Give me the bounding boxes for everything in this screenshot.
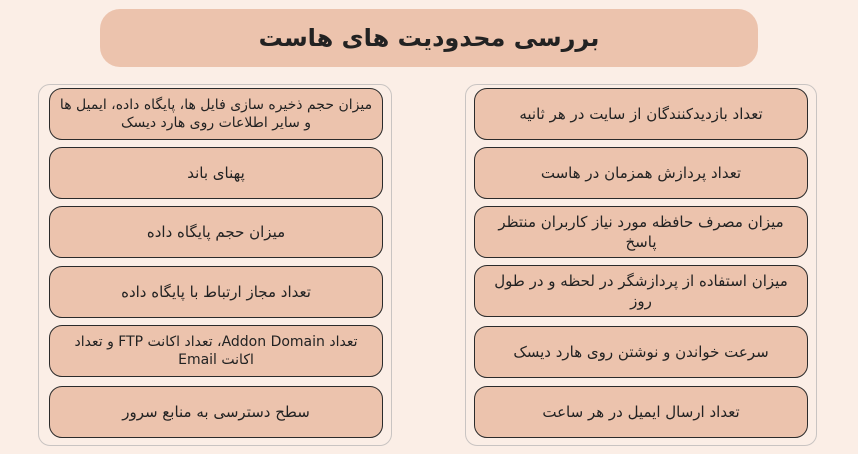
diagram-title: بررسی محدودیت های هاست [100,9,758,67]
left-item-database-connections: تعداد مجاز ارتباط با پایگاه داده [49,266,383,318]
right-item-concurrent-processes: تعداد پردازش همزمان در هاست [474,147,808,199]
left-panel [38,84,392,446]
left-item-storage: میزان حجم ذخیره سازی فایل ها، پایگاه داده، ایمیل ها و سایر اطلاعات روی هارد دیسک [49,88,383,140]
right-item-visitors-per-second: تعداد بازدیدکنندگان از سایت در هر ثانیه [474,88,808,140]
right-item-disk-speed: سرعت خواندن و نوشتن روی هارد دیسک [474,326,808,378]
left-item-domain-ftp-email-accounts: تعداد Addon Domain، تعداد اکانت FTP و تعداد اکانت Email [49,325,383,377]
left-item-server-access-level: سطح دسترسی به منابع سرور [49,386,383,438]
right-item-cpu-usage: میزان استفاده از پردازشگر در لحظه و در طول روز [474,265,808,317]
right-item-emails-per-hour: تعداد ارسال ایمیل در هر ساعت [474,386,808,438]
right-item-memory-usage: میزان مصرف حافظه مورد نیاز کاربران منتظر پاسخ [474,206,808,258]
right-panel [465,84,817,446]
left-item-bandwidth: پهنای باند [49,147,383,199]
left-item-database-size: میزان حجم پایگاه داده [49,206,383,258]
